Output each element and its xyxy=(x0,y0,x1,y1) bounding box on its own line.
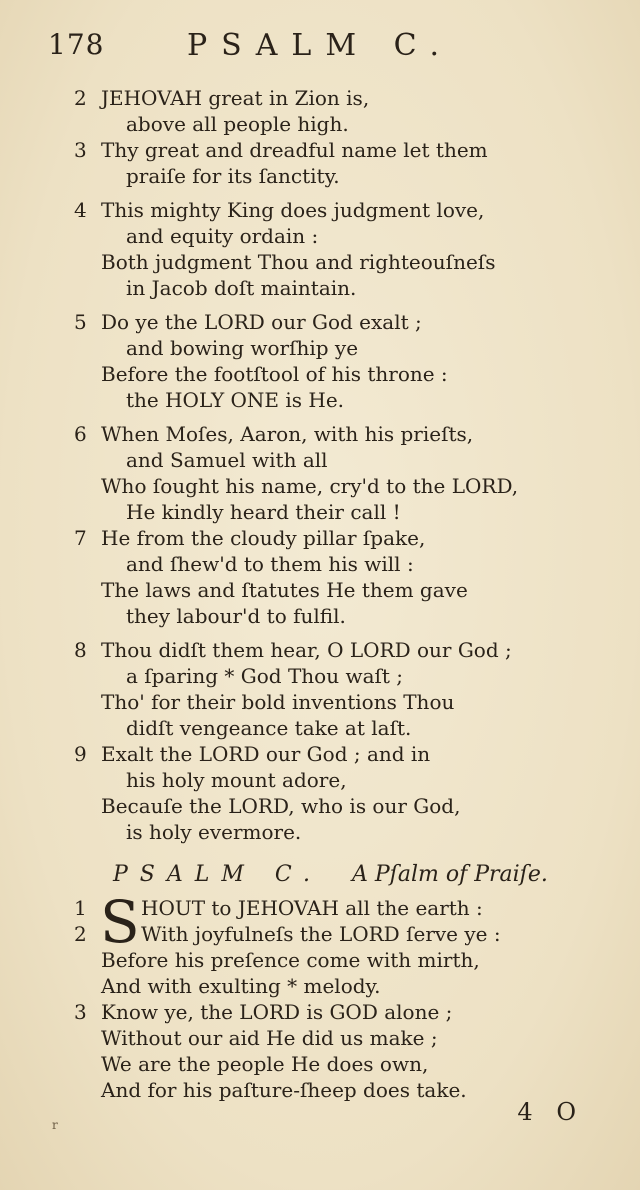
stanza-gap xyxy=(0,189,640,197)
verse-text: a ſparing * God Thou waſt ; xyxy=(126,664,404,688)
verse-line xyxy=(0,197,640,223)
verse-line xyxy=(0,111,640,137)
verse-text: With joyfulneſs the LORD ſerve ye : xyxy=(141,922,501,946)
verse-text: JEHOVAH great in Zion is, xyxy=(101,86,370,110)
verse-line xyxy=(0,741,640,767)
stanza-gap xyxy=(0,301,640,309)
psalm-subheading-title: PSALM C. xyxy=(113,862,322,887)
page-header xyxy=(0,22,640,72)
verse-line xyxy=(0,551,640,577)
verse-line xyxy=(0,335,640,361)
stanza-gap xyxy=(0,413,640,421)
verse-text: is holy evermore. xyxy=(126,820,302,844)
verse-line xyxy=(0,421,640,447)
verse-number: 1 xyxy=(74,896,87,920)
verse-number: 3 xyxy=(74,1000,87,1024)
verse-text: Both judgment Thou and righteouſneſs xyxy=(101,250,496,274)
drop-capital: S xyxy=(100,888,140,956)
verse-line xyxy=(0,223,640,249)
verse-line xyxy=(0,249,640,275)
verse-text: He from the cloudy pillar ſpake, xyxy=(101,526,426,550)
verse-line xyxy=(0,387,640,413)
psalm-verses xyxy=(0,85,640,855)
verse-text: didſt vengeance take at laſt. xyxy=(126,716,412,740)
stanza-gap xyxy=(0,845,640,855)
verse-text: Before the footſtool of his throne : xyxy=(101,362,448,386)
verse-text: Exalt the LORD our God ; and in xyxy=(101,742,431,766)
verse-line xyxy=(0,947,640,973)
verse-text: and Samuel with all xyxy=(126,448,328,472)
psalm-verses-second xyxy=(0,947,640,1103)
verse-line xyxy=(0,499,640,525)
verse-number: 7 xyxy=(74,526,87,550)
psalm-subheading-subtitle: A Pſalm of Praiſe. xyxy=(352,862,548,887)
verse-number: 5 xyxy=(74,310,87,334)
verse-line xyxy=(0,921,640,947)
verse-line xyxy=(0,1025,640,1051)
verse-line xyxy=(0,163,640,189)
verse-line xyxy=(0,637,640,663)
verse-text: When Moſes, Aaron, with his prieſts, xyxy=(101,422,474,446)
verse-text: and equity ordain : xyxy=(126,224,319,248)
verse-text: Thy great and dreadful name let them xyxy=(101,138,488,162)
verse-line xyxy=(0,361,640,387)
verse-line xyxy=(0,715,640,741)
verse-text: Before his preſence come with mirth, xyxy=(101,948,480,972)
verse-text: Without our aid He did us make ; xyxy=(101,1026,438,1050)
verse-line xyxy=(0,603,640,629)
verse-number: 2 xyxy=(74,86,87,110)
verse-line xyxy=(0,973,640,999)
verse-text: Tho' for their bold inventions Thou xyxy=(101,690,455,714)
running-title: PSALM C. xyxy=(187,28,453,63)
verse-line xyxy=(0,689,640,715)
printer-mark: r xyxy=(52,1118,58,1132)
verse-line xyxy=(0,793,640,819)
page-number: 178 xyxy=(48,28,105,61)
verse-line xyxy=(0,525,640,551)
verse-text: above all people high. xyxy=(126,112,349,136)
verse-text: his holy mount adore, xyxy=(126,768,347,792)
verse-number: 4 xyxy=(74,198,87,222)
verse-text: in Jacob doſt maintain. xyxy=(126,276,357,300)
verse-text: And for his paſture-ſheep does take. xyxy=(101,1078,467,1102)
verse-text: Who ſought his name, cry'd to the LORD, xyxy=(101,474,519,498)
verse-line xyxy=(0,447,640,473)
stanza-gap xyxy=(0,629,640,637)
verse-text: praiſe for its ſanctity. xyxy=(126,164,340,188)
verse-line xyxy=(0,1051,640,1077)
psalm-subheading xyxy=(0,855,640,895)
verse-line xyxy=(0,473,640,499)
signature-mark: 4 O xyxy=(517,1098,584,1126)
verse-text: Becauſe the LORD, who is our God, xyxy=(101,794,461,818)
page-body xyxy=(0,85,640,1103)
verse-number: 3 xyxy=(74,138,87,162)
verse-text: We are the people He does own, xyxy=(101,1052,429,1076)
verse-line xyxy=(0,663,640,689)
verse-text: and ſhew'd to them his will : xyxy=(126,552,414,576)
verse-text: He kindly heard their call ! xyxy=(126,500,401,524)
verse-line xyxy=(0,767,640,793)
verse-line xyxy=(0,275,640,301)
verse-line xyxy=(0,309,640,335)
verse-text: Do ye the LORD our God exalt ; xyxy=(101,310,422,334)
verse-line xyxy=(0,999,640,1025)
verse-text: This mighty King does judgment love, xyxy=(101,198,485,222)
verse-number: 9 xyxy=(74,742,87,766)
verse-number: 6 xyxy=(74,422,87,446)
verse-line xyxy=(0,819,640,845)
verse-line xyxy=(0,137,640,163)
verse-number: 2 xyxy=(74,922,87,946)
verse-text: And with exulting * melody. xyxy=(101,974,381,998)
verse-number: 8 xyxy=(74,638,87,662)
verse-text: Thou didſt them hear, O LORD our God ; xyxy=(101,638,512,662)
verse-line xyxy=(0,85,640,111)
verse-text: they labour'd to fulfil. xyxy=(126,604,346,628)
verse-text: the HOLY ONE is He. xyxy=(126,388,345,412)
verse-text: and bowing worſhip ye xyxy=(126,336,359,360)
verse-line xyxy=(0,577,640,603)
verse-text: HOUT to JEHOVAH all the earth : xyxy=(141,896,483,920)
verse-text: Know ye, the LORD is GOD alone ; xyxy=(101,1000,453,1024)
verse-text: The laws and ſtatutes He them gave xyxy=(101,578,468,602)
